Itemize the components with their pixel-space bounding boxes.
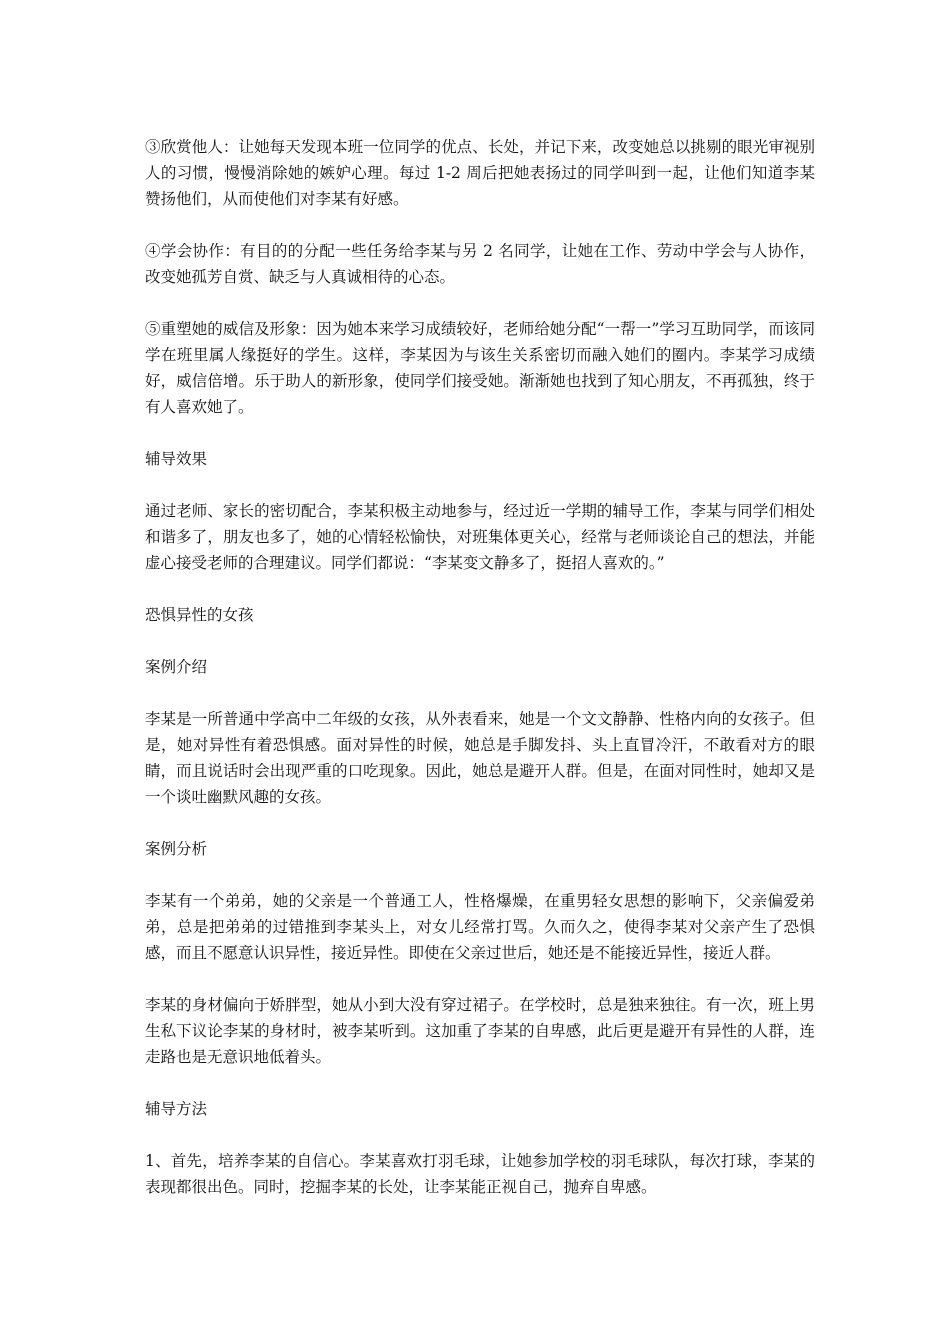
paragraph-appreciate-others: ③欣赏他人：让她每天发现本班一位同学的优点、长处，并记下来，改变她总以挑剔的眼光审视别人的习惯，慢慢消除她的嫉妒心理。每过 1-2 周后把她表扬过的同学叫到一起，让他们知道李某赞扬他们，从而使他们对李某有好感。 bbox=[145, 138, 815, 208]
paragraph-counseling-effect: 通过老师、家长的密切配合，李某积极主动地参与，经过近一学期的辅导工作，李某与同学们相处和谐多了，朋友也多了，她的心情轻松愉快，对班集体更关心，经常与老师谈论自己的想法，并能虚心接受老师的合理建议。同学们都说：“李某变文静多了，挺招人喜欢的。” bbox=[145, 502, 815, 572]
heading-case-analysis: 案例分析 bbox=[145, 840, 208, 858]
heading-case-title: 恐惧异性的女孩 bbox=[145, 606, 254, 624]
paragraph-learn-cooperation: ④学会协作：有目的的分配一些任务给李某与另 2 名同学，让她在工作、劳动中学会与人协作，改变她孤芳自赏、缺乏与人真诚相待的心态。 bbox=[145, 242, 815, 286]
paragraph-case-introduction: 李某是一所普通中学高中二年级的女孩，从外表看来，她是一个文文静静、性格内向的女孩子。但是，她对异性有着恐惧感。面对异性的时候，她总是手脚发抖、头上直冒冷汗，不敢看对方的眼睛，而且说话时会出现严重的口吃现象。因此，她总是避开人群。但是，在面对同性时，她却又是一个谈吐幽默风趣的女孩。 bbox=[145, 710, 815, 806]
paragraph-rebuild-image: ⑤重塑她的威信及形象：因为她本来学习成绩较好，老师给她分配“一帮一”学习互助同学，而该同学在班里属人缘挺好的学生。这样，李某因为与该生关系密切而融入她们的圈内。李某学习成绩好，威信倍增。乐于助人的新形象，使同学们接受她。渐渐她也找到了知心朋友，不再孤独，终于有人喜欢她了。 bbox=[145, 320, 815, 416]
paragraph-case-analysis-family: 李某有一个弟弟，她的父亲是一个普通工人，性格爆燥，在重男轻女思想的影响下，父亲偏爱弟弟，总是把弟弟的过错推到李某头上，对女儿经常打骂。久而久之，使得李某对父亲产生了恐惧感，而且不愿意认识异性，接近异性。即使在父亲过世后，她还是不能接近异性，接近人群。 bbox=[145, 892, 815, 962]
document-page bbox=[145, 134, 815, 1226]
heading-counseling-method: 辅导方法 bbox=[145, 1100, 208, 1118]
heading-case-introduction: 案例介绍 bbox=[145, 658, 208, 676]
heading-counseling-effect: 辅导效果 bbox=[145, 450, 208, 468]
paragraph-case-analysis-body: 李某的身材偏向于娇胖型，她从小到大没有穿过裙子。在学校时，总是独来独往。有一次，班上男生私下议论李某的身材时，被李某听到。这加重了李某的自卑感，此后更是避开有异性的人群，连走路也是无意识地低着头。 bbox=[145, 996, 815, 1066]
paragraph-method-confidence: 1、首先，培养李某的自信心。李某喜欢打羽毛球，让她参加学校的羽毛球队，每次打球，李某的表现都很出色。同时，挖掘李某的长处，让李某能正视自己，抛弃自卑感。 bbox=[145, 1152, 815, 1196]
